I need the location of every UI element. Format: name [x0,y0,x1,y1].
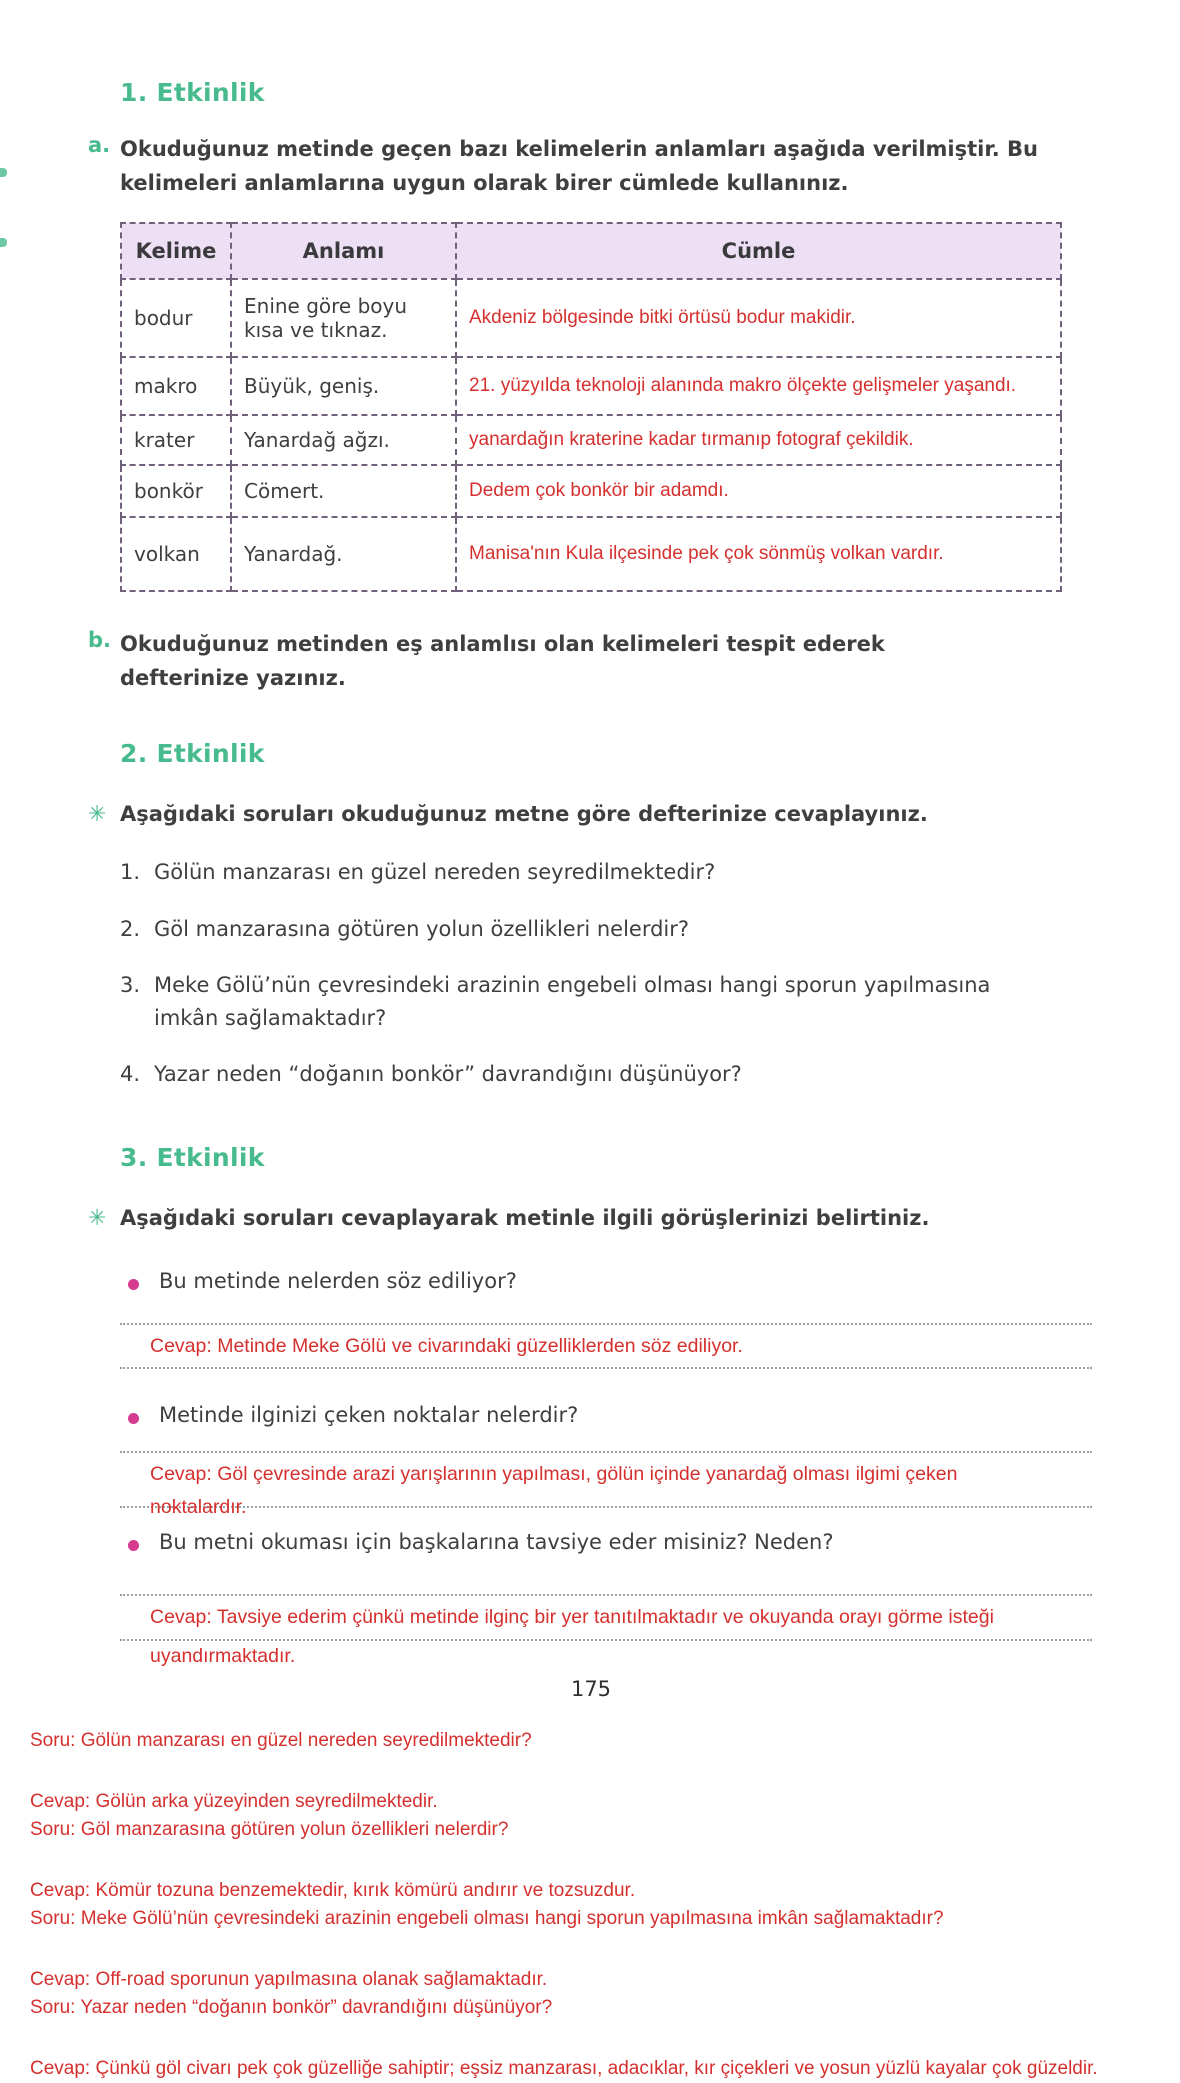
item-a-instruction: Okuduğunuz metinde geçen bazı kelimelerin anlamları aşağıda verilmiştir. Bu kelimeleri anlamlarına uygun olarak birer cümlede kullanınız. [120,137,1038,195]
word-cell: bodur [121,279,231,357]
question-number: 3. [120,973,141,998]
bottom-study-notes [0,1701,1180,2083]
question-number: 1. [120,859,141,884]
activity-3-instruction: Aşağıdaki soruları cevaplayarak metinle ilgili görüşlerinizi belirtiniz. [120,1205,930,1230]
question-text: Meke Gölü’nün çevresindeki arazinin engebeli olması hangi sporun yapılmasına imkân sağlamaktadır? [154,973,991,1030]
word-cell: volkan [121,517,231,591]
answer-zone [120,1323,1092,1368]
question-item [120,856,1092,889]
item-a-marker: a. [88,133,111,157]
table-row [121,465,1061,517]
question-number: 2. [120,916,141,941]
table-row [121,279,1061,357]
dotted-answer-line [120,1367,1092,1369]
note-soru-line: Soru: Göl manzarasına götüren yolun özellikleri nelerdir? [30,1819,509,1841]
student-answer-text: Cevap: Göl çevresinde arazi yarışlarının yapılması, gölün içinde yanardağ olması ilgimi çeken [150,1462,958,1485]
note-cevap-line: Cevap: Kömür tozuna benzemektedir, kırık kömürü andırır ve tozsuzdur. [30,1879,636,1901]
note-soru-line: Soru: Gölün manzarası en güzel nereden seyredilmektedir? [30,1730,532,1752]
discussion-question-text: Bu metinde nelerden söz ediliyor? [159,1269,517,1294]
star-bullet-icon: ✳ [88,802,107,828]
item-a [88,133,1092,200]
word-meaning-table [120,222,1062,592]
page-number: 175 [570,1677,612,1702]
activity-2-instruction: Aşağıdaki soruları okuduğunuz metne göre defterinize cevaplayınız. [120,802,928,827]
meaning-cell: Yanardağ. [231,517,456,591]
answer-zone [120,1594,1092,1668]
discussion-question-text: Metinde ilginizi çeken noktalar nelerdir? [159,1402,579,1427]
note-cevap-line: Cevap: Off-road sporunun yapılmasına olanak sağlamaktadır. [30,1968,548,1990]
student-answer-text: Cevap: Metinde Meke Gölü ve civarındaki güzelliklerden söz ediliyor. [150,1335,743,1358]
item-b-instruction: Okuduğunuz metinden eş anlamlısı olan kelimeleri tespit ederek defterinize yazınız. [120,632,885,690]
question-item [120,969,1092,1034]
dotted-answer-line [120,1506,1092,1508]
meaning-cell: Yanardağ ağzı. [231,415,456,465]
answer-continuation-row [120,1637,1092,1668]
question-text: Göl manzarasına götüren yolun özellikleri nelerdir? [154,916,690,941]
table-header-cumle: Cümle [456,223,1061,279]
item-b [88,628,1092,695]
sentence-answer-cell: Dedem çok bonkör bir adamdı. [456,465,1061,517]
activity-3-instruction-row [88,1202,1092,1236]
answer-continuation-row [120,1494,1092,1520]
question-item [120,913,1092,946]
bullet-dot-icon [128,1413,139,1424]
table-header-kelime: Kelime [121,223,231,279]
note-soru-line: Soru: Meke Gölü’nün çevresindeki arazinin engebeli olması hangi sporun yapılmasına imkân sağlamaktadır? [30,1908,944,1930]
page-edge-mark [0,168,7,177]
discussion-question [120,1530,1092,1554]
activity-1-title: 1. Etkinlik [120,78,265,107]
discussion-question-text: Bu metni okuması için başkalarına tavsiye eder misiniz? Neden? [159,1529,834,1554]
star-bullet-icon: ✳ [88,1205,107,1231]
question-text: Gölün manzarası en güzel nereden seyredilmektedir? [154,859,716,884]
bullet-dot-icon [128,1279,139,1290]
discussion-question [120,1403,1092,1427]
meaning-cell: Büyük, geniş. [231,357,456,415]
table-row [121,517,1061,591]
table-row [121,357,1061,415]
discussion-question [120,1269,1092,1293]
sentence-answer-cell: 21. yüzyılda teknoloji alanında makro ölçekte gelişmeler yaşandı. [456,357,1061,415]
note-cevap-line: Cevap: Gölün arka yüzeyinden seyredilmektedir. [30,1790,438,1812]
note-cevap-line: Cevap: Çünkü göl civarı pek çok güzelliğe sahiptir; eşsiz manzarası, adacıklar, kır çiçekleri ve yosun yüzlü kayalar çok güzeldir. [30,2057,1098,2079]
table-header-anlami: Anlamı [231,223,456,279]
table-header-row [121,223,1061,279]
answer-zone [120,1451,1092,1520]
page-edge-mark [0,238,7,247]
dotted-answer-line [120,1639,1092,1641]
word-cell: bonkör [121,465,231,517]
word-cell: krater [121,415,231,465]
question-number: 4. [120,1062,141,1087]
table-row [121,415,1061,465]
activity-3-title: 3. Etkinlik [120,1142,265,1172]
student-answer-text: Cevap: Tavsiye ederim çünkü metinde ilginç bir yer tanıtılmaktadır ve okuyanda orayı görme isteği [150,1605,994,1628]
activity-2-title: 2. Etkinlik [120,739,265,769]
question-item [120,1058,1092,1091]
sentence-answer-cell: Manisa'nın Kula ilçesinde pek çok sönmüş volkan vardır. [456,517,1061,591]
question-text: Yazar neden “doğanın bonkör” davrandığını düşünüyor? [154,1062,742,1087]
sentence-answer-cell: yanardağın kraterine kadar tırmanıp fotograf çekildik. [456,415,1061,465]
sentence-answer-cell: Akdeniz bölgesinde bitki örtüsü bodur makidir. [456,279,1061,357]
activity-2-instruction-row [88,798,1092,832]
student-answer-text: noktalardır. [150,1495,247,1518]
bullet-dot-icon [128,1540,139,1551]
note-soru-line: Soru: Yazar neden “doğanın bonkör” davrandığını düşünüyor? [30,1997,553,2019]
meaning-cell: Enine göre boyu kısa ve tıknaz. [231,279,456,357]
item-b-marker: b. [88,628,112,653]
student-answer-text: uyandırmaktadır. [150,1645,296,1668]
meaning-cell: Cömert. [231,465,456,517]
word-cell: makro [121,357,231,415]
